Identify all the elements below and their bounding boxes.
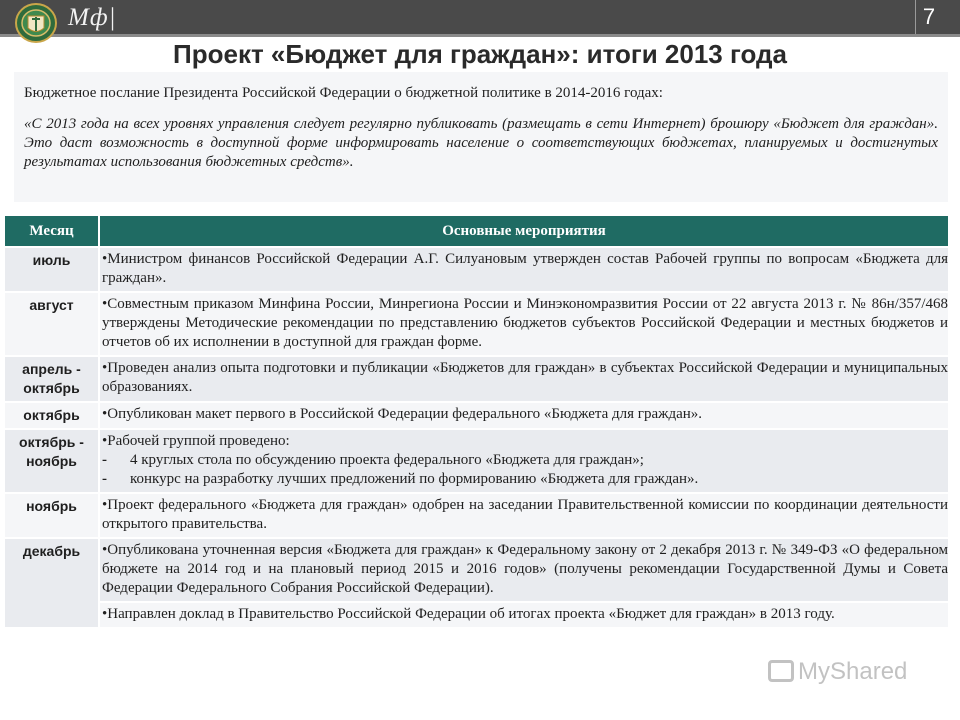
watermark-text: MyShared [798, 658, 908, 685]
myshared-logo-icon [768, 660, 794, 682]
row-month: август [5, 292, 99, 356]
table-row [5, 602, 948, 628]
column-header-activities: Основные мероприятия [99, 216, 948, 247]
row-cell-multiline [99, 429, 948, 493]
sub-item-text: 4 круглых стола по обсуждению проекта федерального «Бюджета для граждан»; [130, 452, 644, 468]
schedule-table [5, 216, 948, 629]
table-row [5, 493, 948, 538]
logo-text: Мф| [68, 4, 117, 31]
row-month: октябрь - ноябрь [5, 429, 99, 493]
row-month: апрель - октябрь [5, 356, 99, 402]
row-text: •Опубликован макет первого в Российской Федерации федерального «Бюджета для граждан». [99, 402, 948, 429]
row-text: •Совместным приказом Минфина России, Минрегиона России и Минэкономразвития России от 22 августа 2013 г. № 86н/357/468 утверждены Методические рекомендации по представлению бюджетов субъектов Российской Федерации и местных бюджетов и отчетов об их исполнении в доступной для граждан форме. [99, 292, 948, 356]
table-row [5, 538, 948, 602]
sub-item [102, 451, 948, 470]
page-number: 7 [922, 4, 936, 29]
row-text: •Опубликована уточненная версия «Бюджета для граждан» к Федеральному закону от 2 декабря 2013 г. № 349-ФЗ «О федеральном бюджете на 2014 год и на плановый период 2015 и 2016 годов» (получены рекомендации Государственной Думы и Совета Федерации Федерального Собрания Российской Федерации). [99, 538, 948, 602]
slide-title: Проект «Бюджет для граждан»: итоги 2013 года [173, 39, 787, 69]
table-row [5, 402, 948, 429]
table-row [5, 292, 948, 356]
row-text: •Проект федерального «Бюджета для граждан» одобрен на заседании Правительственной комиссии по координации деятельности открытого правительства. [99, 493, 948, 538]
row-text: •Рабочей группой проведено: [102, 433, 290, 449]
row-month: ноябрь [5, 493, 99, 538]
quote-intro: Бюджетное послание Президента Российской Федерации о бюджетной политике в 2014-2016 годах: [24, 85, 663, 101]
row-text-extra: •Направлен доклад в Правительство Российской Федерации об итогах проекта «Бюджет для граждан» в 2013 году. [99, 602, 948, 628]
watermark [768, 658, 907, 686]
row-text: •Проведен анализ опыта подготовки и публикации «Бюджетов для граждан» в субъектах Российской Федерации и муниципальных образованиях. [99, 356, 948, 402]
quote-box [14, 72, 948, 202]
row-text: •Министром финансов Российской Федерации А.Г. Силуановым утвержден состав Рабочей группы по вопросам «Бюджета для граждан». [99, 247, 948, 292]
top-bar [0, 0, 960, 34]
quote-body: «С 2013 года на всех уровнях управления следует регулярно публиковать (размещать в сети Интернет) брошюру «Бюджет для граждан». Это даст возможность в доступной форме информировать население о соответствующих бюджетах, планируемых и достигнутых результатах использования бюджетных средств». [24, 116, 938, 170]
table-row [5, 429, 948, 493]
row-month: июль [5, 247, 99, 292]
table-row [5, 356, 948, 402]
table-header-row [5, 216, 948, 247]
table-row [5, 247, 948, 292]
sub-item [102, 470, 948, 489]
sub-item-marker: - [102, 471, 107, 487]
sub-item-text: конкурс на разработку лучших предложений по формированию «Бюджета для граждан». [130, 471, 699, 487]
column-header-month: Месяц [5, 216, 99, 247]
row-month: декабрь [5, 538, 99, 628]
row-month: октябрь [5, 402, 99, 429]
sub-item-marker: - [102, 452, 107, 468]
